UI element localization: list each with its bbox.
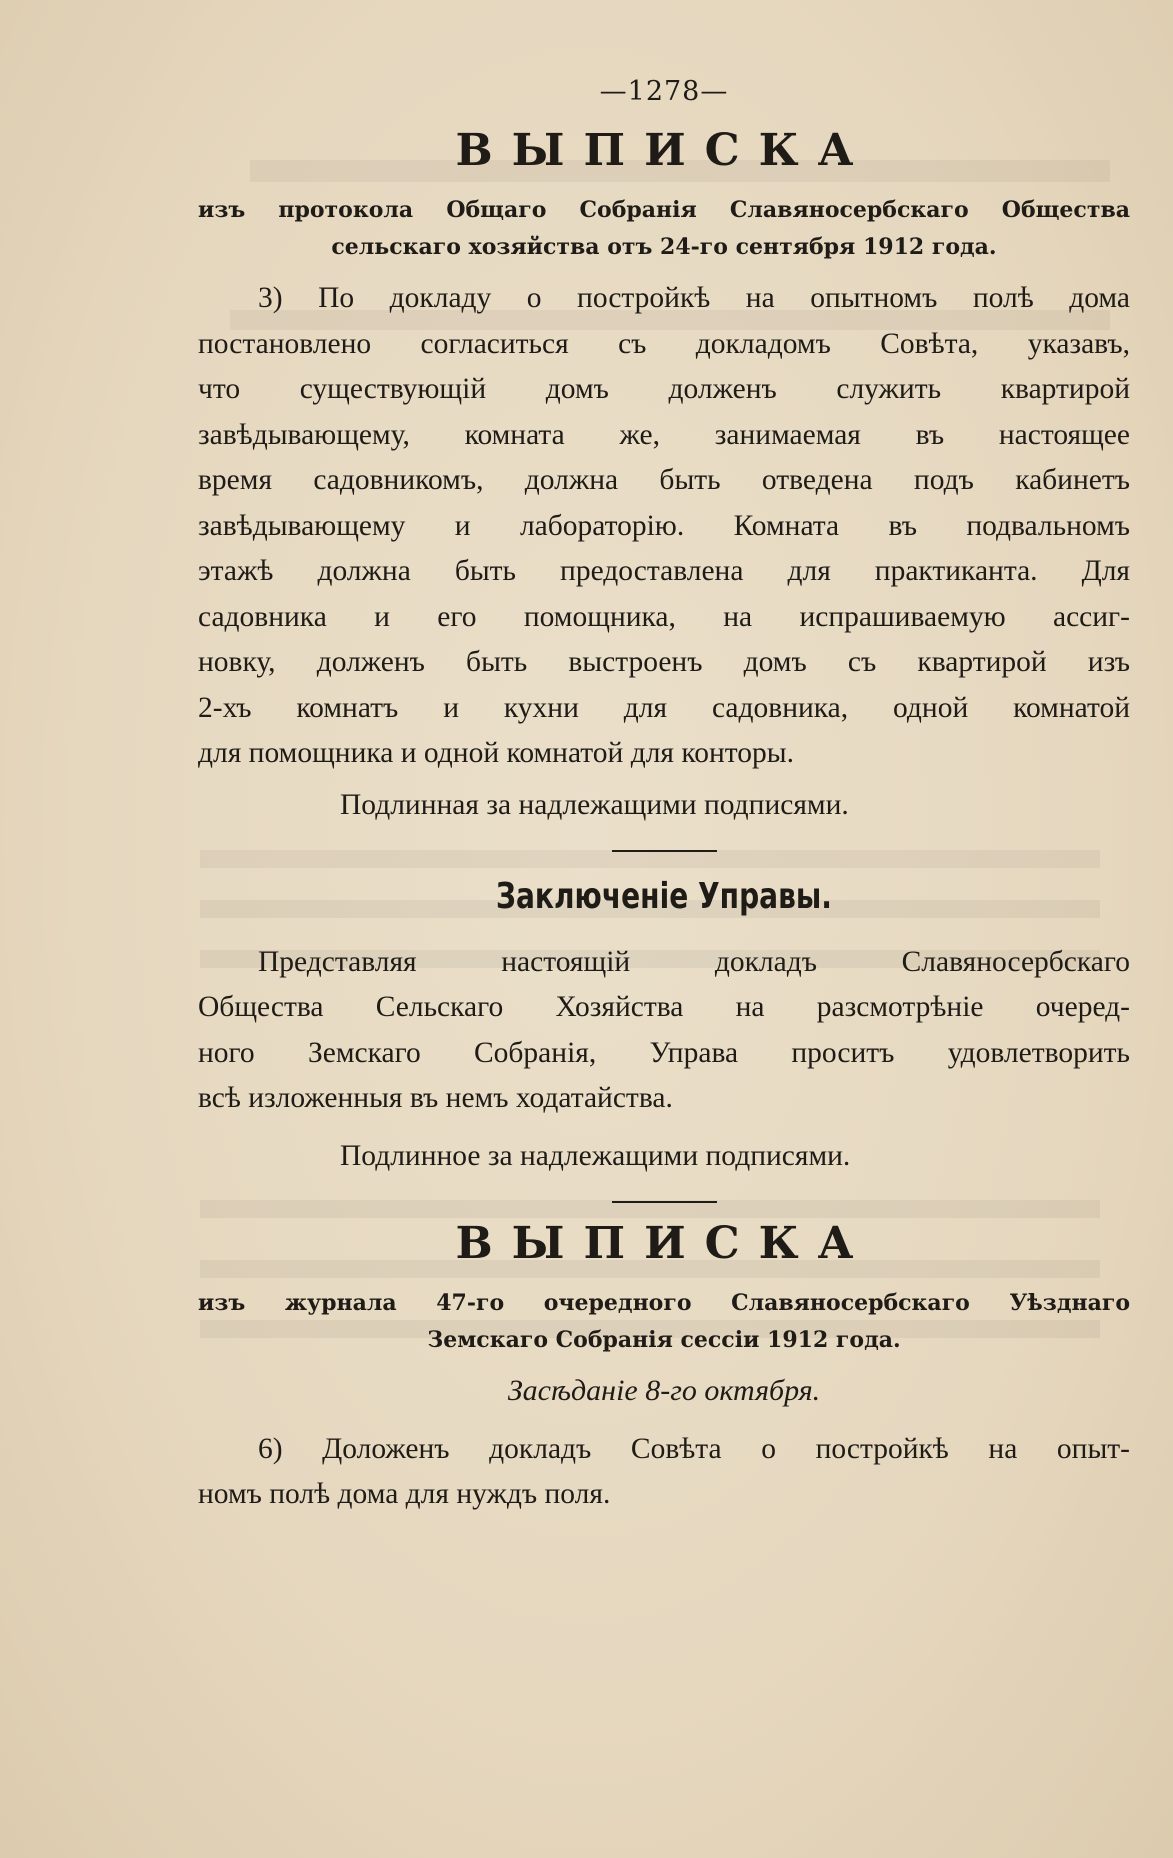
section-3-paragraph [198, 1427, 1130, 1518]
section-1-subtitle [198, 192, 1130, 266]
paragraph-line: завѣдывающему, комната же, занимаемая въ настоящее [198, 418, 1130, 451]
section-3-title: ВЫПИСКА [455, 1217, 873, 1269]
subtitle-line: Земскаго Собранія сессіи 1912 года. [427, 1326, 901, 1353]
paragraph-line: для помощника и одной комнатой для конторы. [198, 737, 794, 769]
section-1-paragraph [198, 276, 1130, 777]
page-number: —1278— [599, 76, 729, 107]
paragraph-line: номъ полѣ дома для нуждъ поля. [198, 1478, 611, 1510]
page-content [198, 72, 1130, 1518]
paragraph-line: Представляя настоящій докладъ Славяносербскаго [258, 945, 1130, 978]
subtitle-line: изъ журнала 47-го очередного Славяносербскаго Уѣзднаго [198, 1289, 1130, 1316]
paragraph-line: всѣ изложенныя въ немъ ходатайства. [198, 1082, 673, 1114]
section-2-paragraph [198, 940, 1130, 1122]
section-1-signature-note: Подлинная за надлежащими подписями. [340, 788, 849, 821]
section-divider [612, 1201, 717, 1203]
paragraph-line: 2-хъ комнатъ и кухни для садовника, одной комнатой [198, 691, 1130, 724]
section-2-title: Заключеніе Управы. [496, 875, 832, 917]
paragraph-line: садовника и его помощника, на испрашиваемую ассиг- [198, 600, 1130, 633]
session-date: Засѣданіе 8-го октября. [507, 1373, 821, 1407]
paragraph-line: время садовникомъ, должна быть отведена подъ кабинетъ [198, 464, 1130, 496]
paragraph-line: 3) По докладу о постройкѣ на опытномъ полѣ дома [258, 282, 1130, 314]
section-divider [612, 850, 717, 852]
section-2-signature-note: Подлинное за надлежащими подписями. [340, 1139, 851, 1172]
paragraph-line: Общества Сельскаго Хозяйства на разсмотрѣніе очеред- [198, 991, 1130, 1023]
subtitle-line: сельскаго хозяйства отъ 24-го сентября 1912 года. [331, 234, 997, 260]
subtitle-line: изъ протокола Общаго Собранія Славяносербскаго Общества [198, 197, 1130, 223]
paragraph-line: постановлено согласиться съ докладомъ Совѣта, указавъ, [198, 327, 1130, 360]
paragraph-line: ного Земскаго Собранія, Управа проситъ удовлетворить [198, 1036, 1130, 1069]
section-3-subtitle [198, 1285, 1130, 1359]
paragraph-line: новку, долженъ быть выстроенъ домъ съ квартирой изъ [198, 646, 1130, 678]
paragraph-line: этажѣ должна быть предоставлена для практиканта. Для [198, 555, 1130, 587]
paragraph-line: 6) Доложенъ докладъ Совѣта о постройкѣ на опыт- [258, 1432, 1130, 1465]
paragraph-line: что существующій домъ долженъ служить квартирой [198, 373, 1130, 405]
section-1-title: ВЫПИСКА [455, 125, 873, 176]
paragraph-line: завѣдывающему и лабораторію. Комната въ подвальномъ [198, 509, 1130, 542]
